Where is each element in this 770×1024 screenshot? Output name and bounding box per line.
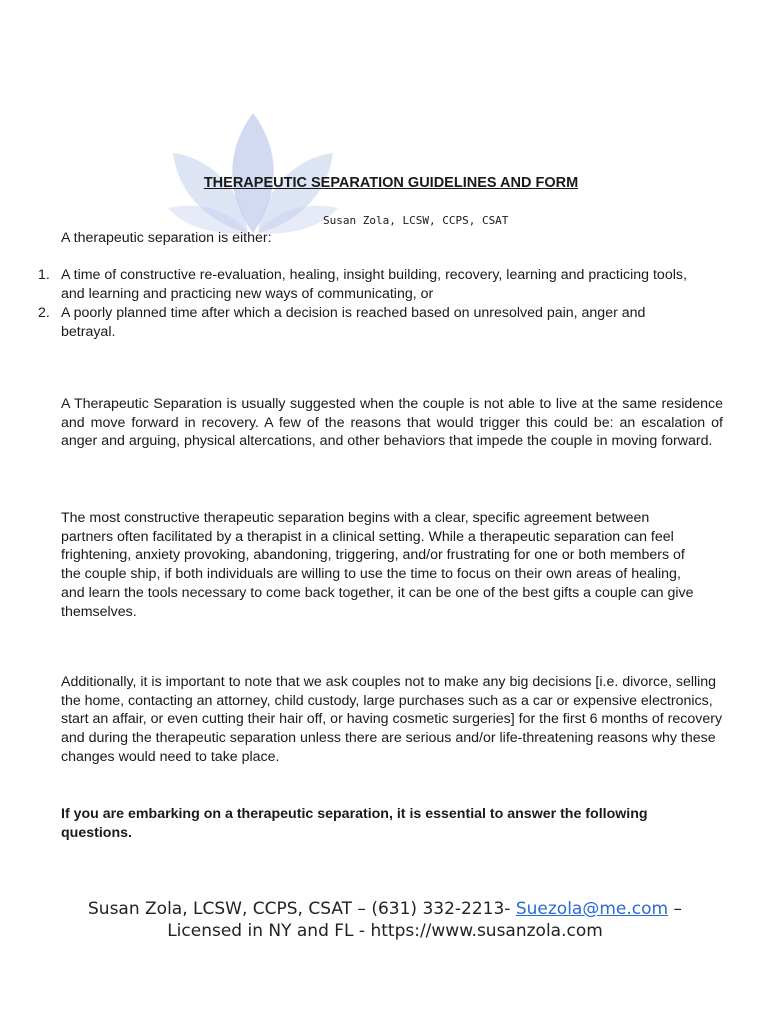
intro-text: A therapeutic separation is either:	[61, 230, 272, 246]
lotus-logo-icon	[168, 108, 338, 238]
document-title: THERAPEUTIC SEPARATION GUIDELINES AND FORM	[203, 175, 579, 191]
footer-contact-prefix: Susan Zola, LCSW, CCPS, CSAT – (631) 332-2213-	[88, 899, 511, 919]
list-item	[0, 304, 700, 342]
paragraph-questions-intro: If you are embarking on a therapeutic separation, it is essential to answer the following questions.	[61, 806, 648, 841]
author-line: Susan Zola, LCSW, CCPS, CSAT	[323, 214, 509, 227]
list-item-text: A time of constructive re-evaluation, healing, insight building, recovery, learning and practicing tools, and learning and practicing new ways of communicating, or	[61, 267, 687, 302]
email-link[interactable]: Suezola@me.com	[515, 899, 669, 919]
list-item-text: A poorly planned time after which a decision is reached based on unresolved pain, anger and betrayal.	[61, 305, 646, 340]
list-item	[0, 266, 700, 304]
reasons-list	[0, 266, 700, 342]
paragraph-constructive-separation: The most constructive therapeutic separation begins with a clear, specific agreement between partners often facilitated by a therapist in a clinical setting. While a therapeutic separation can feel frightening, anxiety provoking, abandoning, triggering, and/or frustrating for one or both members of the couple ship, if both individuals are willing to use the time to focus on their own areas of healing, and learn the tools necessary to come back together, it can be one of the best gifts a couple can give themselves.	[61, 510, 694, 620]
footer-contact-suffix: –	[673, 899, 682, 919]
footer-license-line: Licensed in NY and FL - https://www.susanzola.com	[167, 921, 603, 941]
footer-contact-line	[0, 898, 770, 920]
paragraph-when-suggested: A Therapeutic Separation is usually suggested when the couple is not able to live at the same residence and move forward in recovery. A few of the reasons that would trigger this could be: an escalation of anger and arguing, physical altercations, and other behaviors that impede the couple in moving forward.	[61, 396, 723, 450]
page-footer	[0, 898, 770, 942]
list-item-number: 1.	[38, 267, 50, 283]
list-item-number: 2.	[38, 305, 50, 321]
paragraph-big-decisions: Additionally, it is important to note that we ask couples not to make any big decisions [i.e. divorce, selling the home, contacting an attorney, child custody, large purchases such as a car or expensive electronics, start an affair, or even cutting their hair off, or having cosmetic surgeries] for the first 6 months of recovery and during the therapeutic separation unless there are serious and/or life-threatening reasons why these changes would need to take place.	[61, 674, 723, 765]
